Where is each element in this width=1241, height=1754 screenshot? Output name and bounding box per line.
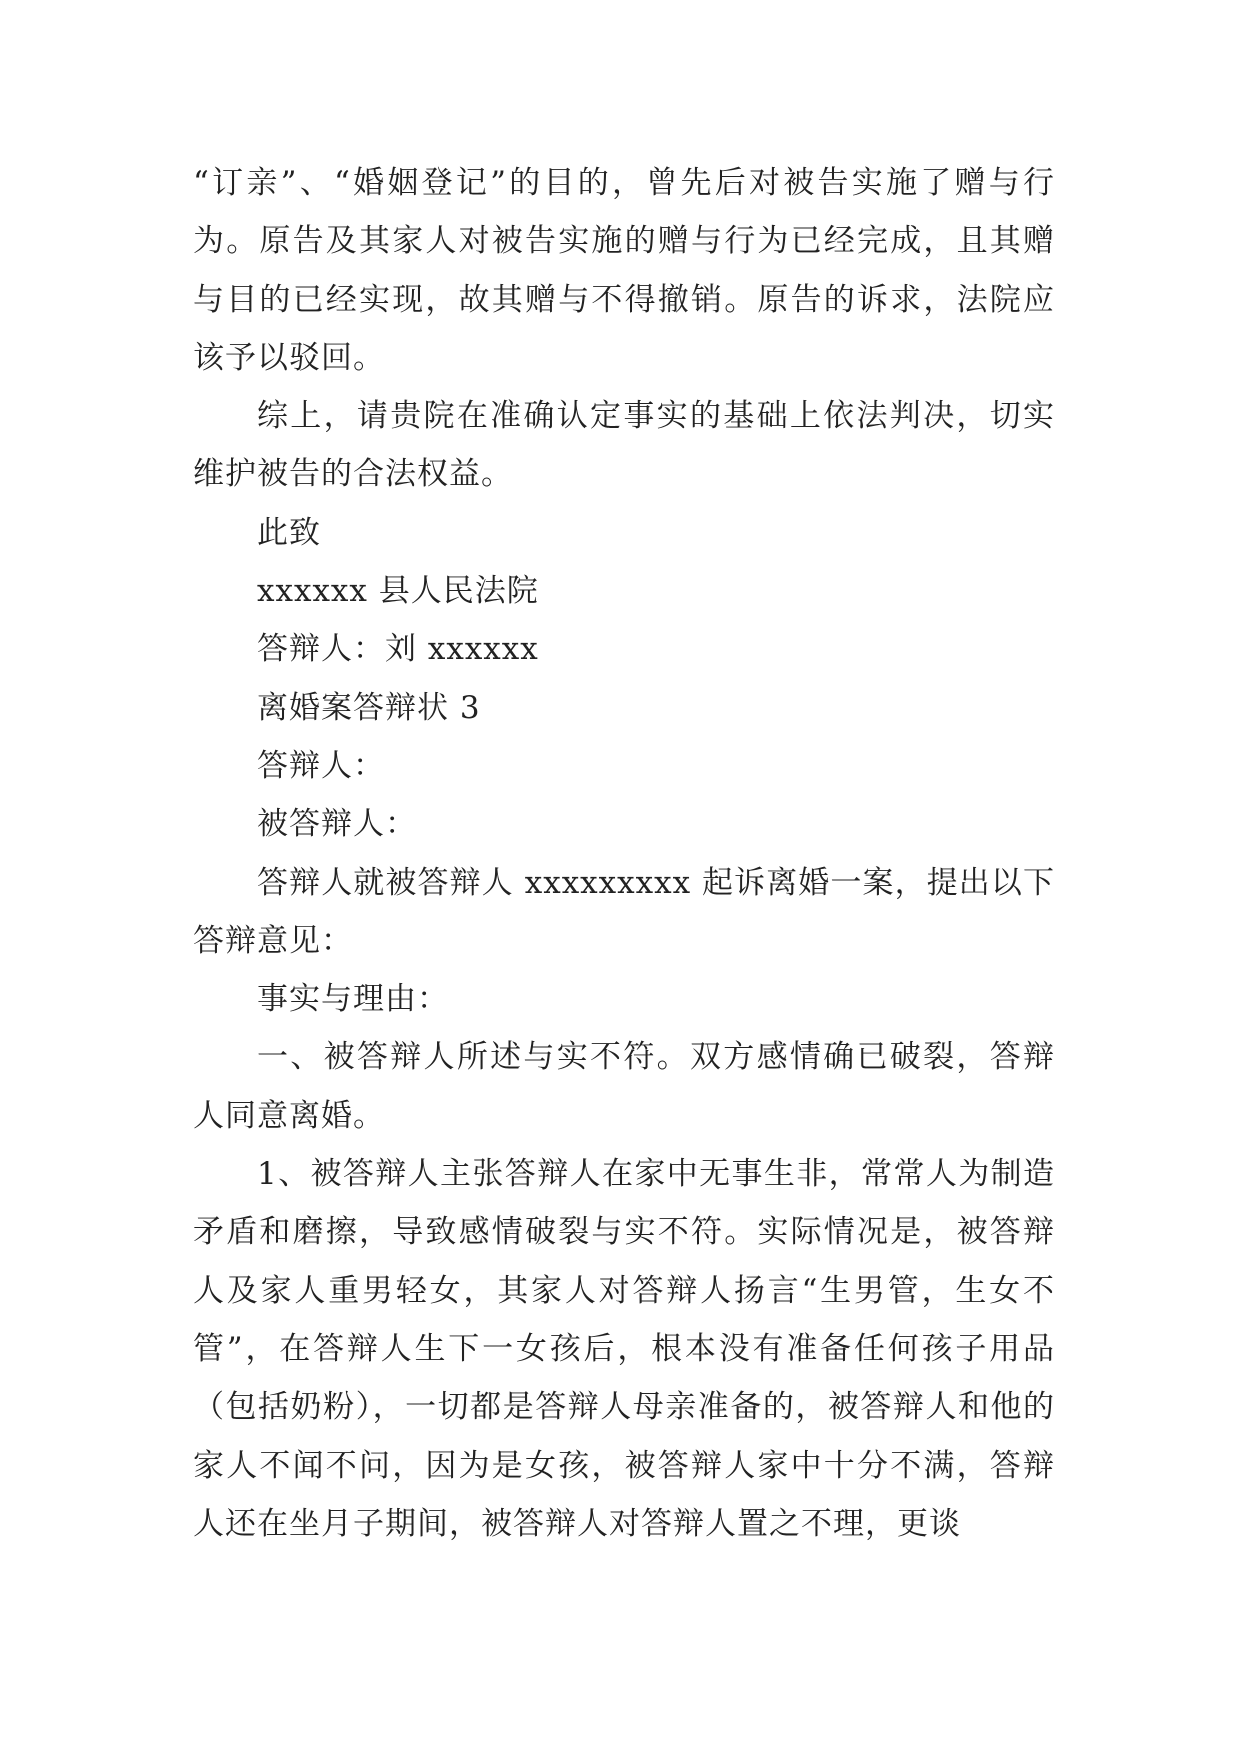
paragraph-point-one-detail: 1、被答辩人主张答辩人在家中无事生非，常常人为制造矛盾和磨擦，导致感情破裂与实不符。实际情况是，被答辩人及家人重男轻女，其家人对答辩人扬言“生男管，生女不管”，在答辩人生下一女孩后，根本没有准备任何孩子用品（包括奶粉），一切都是答辩人母亲准备的，被答辩人和他的家人不闻不问，因为是女孩，被答辩人家中十分不满，答辩人还在坐月子期间，被答辩人对答辩人置之不理，更谈	[193, 1156, 1055, 1542]
respondent-signature: 答辩人：刘 xxxxxx	[257, 631, 539, 668]
plaintiff-label: 被答辩人：	[257, 806, 417, 843]
paragraph-point-one: 一、被答辩人所述与实不符。双方感情确已破裂，答辩人同意离婚。	[193, 1039, 1055, 1134]
section-title: 离婚案答辩状 3	[257, 689, 481, 726]
document-body	[193, 154, 1055, 1553]
respondent-label: 答辩人：	[257, 747, 385, 784]
paragraph-gift-argument: “订亲”、“婚姻登记”的目的，曾先后对被告实施了赠与行为。原告及其家人对被告实施的赠与行为已经完成，且其赠与目的已经实现，故其赠与不得撤销。原告的诉求，法院应该予以驳回。	[193, 165, 1055, 376]
paragraph-intro: 答辩人就被答辩人 xxxxxxxxx 起诉离婚一案，提出以下答辩意见：	[193, 864, 1055, 959]
paragraph-conclusion: 综上，请贵院在准确认定事实的基础上依法判决，切实维护被告的合法权益。	[193, 398, 1055, 493]
closing-salutation: 此致	[257, 514, 321, 551]
facts-heading: 事实与理由：	[257, 981, 449, 1018]
court-name: xxxxxx 县人民法院	[257, 573, 539, 610]
